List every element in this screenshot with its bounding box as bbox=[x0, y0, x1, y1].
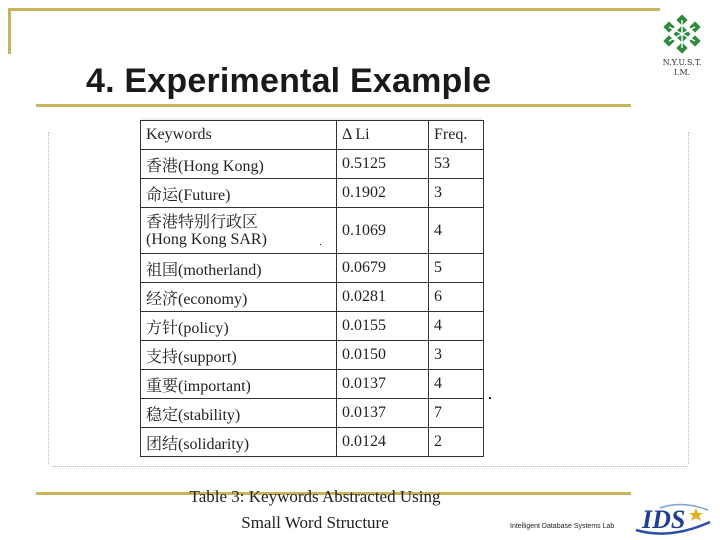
column-header-keywords: Keywords bbox=[141, 121, 337, 150]
column-header-freq: Freq. bbox=[429, 121, 484, 150]
keyword-cell: 重要(important) bbox=[141, 370, 337, 399]
table-row bbox=[141, 312, 484, 341]
keyword-cell: 团结(solidarity) bbox=[141, 428, 337, 457]
keywords-table bbox=[140, 120, 484, 457]
delta-li-cell: 0.0137 bbox=[337, 399, 429, 428]
table-header-row bbox=[141, 121, 484, 150]
frequency-cell: 4 bbox=[429, 208, 484, 254]
keyword-cell: 支持(support) bbox=[141, 341, 337, 370]
university-caption-line2: I.M. bbox=[673, 68, 691, 77]
delta-li-cell: 0.0679 bbox=[337, 254, 429, 283]
dotted-guide-bottom bbox=[52, 466, 688, 467]
top-border-line bbox=[8, 8, 660, 11]
table-caption-line1: Table 3: Keywords Abstracted Using bbox=[189, 487, 441, 506]
delta-li-cell: 0.1902 bbox=[337, 179, 429, 208]
delta-li-cell: 0.0155 bbox=[337, 312, 429, 341]
ids-lab-logo-icon bbox=[630, 500, 714, 538]
left-border-line bbox=[8, 8, 11, 54]
keyword-cell: 祖国(motherland) bbox=[141, 254, 337, 283]
title-underline bbox=[36, 104, 631, 107]
delta-li-cell: 0.5125 bbox=[337, 150, 429, 179]
frequency-cell: 3 bbox=[429, 341, 484, 370]
keyword-line-english: (Hong Kong SAR) bbox=[146, 230, 267, 248]
slide-title: 4. Experimental Example bbox=[86, 62, 492, 100]
table-row bbox=[141, 341, 484, 370]
keyword-line-chinese: 香港特别行政区 bbox=[146, 213, 259, 231]
delta-li-cell: 0.1069 bbox=[337, 208, 429, 254]
keyword-cell: 方针(policy) bbox=[141, 312, 337, 341]
frequency-cell: 4 bbox=[429, 312, 484, 341]
dotted-guide-right bbox=[688, 132, 689, 464]
university-caption bbox=[650, 58, 714, 78]
frequency-cell: 2 bbox=[429, 428, 484, 457]
university-emblem-icon bbox=[662, 14, 702, 54]
frequency-cell: 53 bbox=[429, 150, 484, 179]
dotted-guide-left bbox=[48, 132, 49, 464]
keyword-cell: 稳定(stability) bbox=[141, 399, 337, 428]
university-caption-line1: N.Y.U.S.T. bbox=[662, 58, 702, 67]
delta-li-cell: 0.0150 bbox=[337, 341, 429, 370]
keyword-cell: 香港(Hong Kong) bbox=[141, 150, 337, 179]
lab-name-text: Intelligent Database Systems Lab bbox=[510, 523, 615, 530]
frequency-cell: 3 bbox=[429, 179, 484, 208]
table-row bbox=[141, 208, 484, 254]
table-row bbox=[141, 428, 484, 457]
frequency-cell: 7 bbox=[429, 399, 484, 428]
table-row bbox=[141, 179, 484, 208]
frequency-cell: 5 bbox=[429, 254, 484, 283]
table-caption bbox=[150, 484, 480, 536]
table-row bbox=[141, 370, 484, 399]
table-row bbox=[141, 254, 484, 283]
keyword-cell: 经济(economy) bbox=[141, 283, 337, 312]
keyword-cell: 命运(Future) bbox=[141, 179, 337, 208]
table-caption-line2: Small Word Structure bbox=[241, 513, 389, 532]
column-header-delta-li: Δ Li bbox=[337, 121, 429, 150]
table-row bbox=[141, 399, 484, 428]
delta-li-cell: 0.0137 bbox=[337, 370, 429, 399]
keyword-cell bbox=[141, 208, 337, 254]
table-row bbox=[141, 283, 484, 312]
svg-text:IDS: IDS bbox=[642, 505, 686, 534]
frequency-cell: 4 bbox=[429, 370, 484, 399]
scan-artifact-dot bbox=[320, 244, 321, 245]
frequency-cell: 6 bbox=[429, 283, 484, 312]
delta-li-cell: 0.0124 bbox=[337, 428, 429, 457]
delta-li-cell: 0.0281 bbox=[337, 283, 429, 312]
scan-artifact-dot bbox=[489, 397, 491, 399]
table-row bbox=[141, 150, 484, 179]
